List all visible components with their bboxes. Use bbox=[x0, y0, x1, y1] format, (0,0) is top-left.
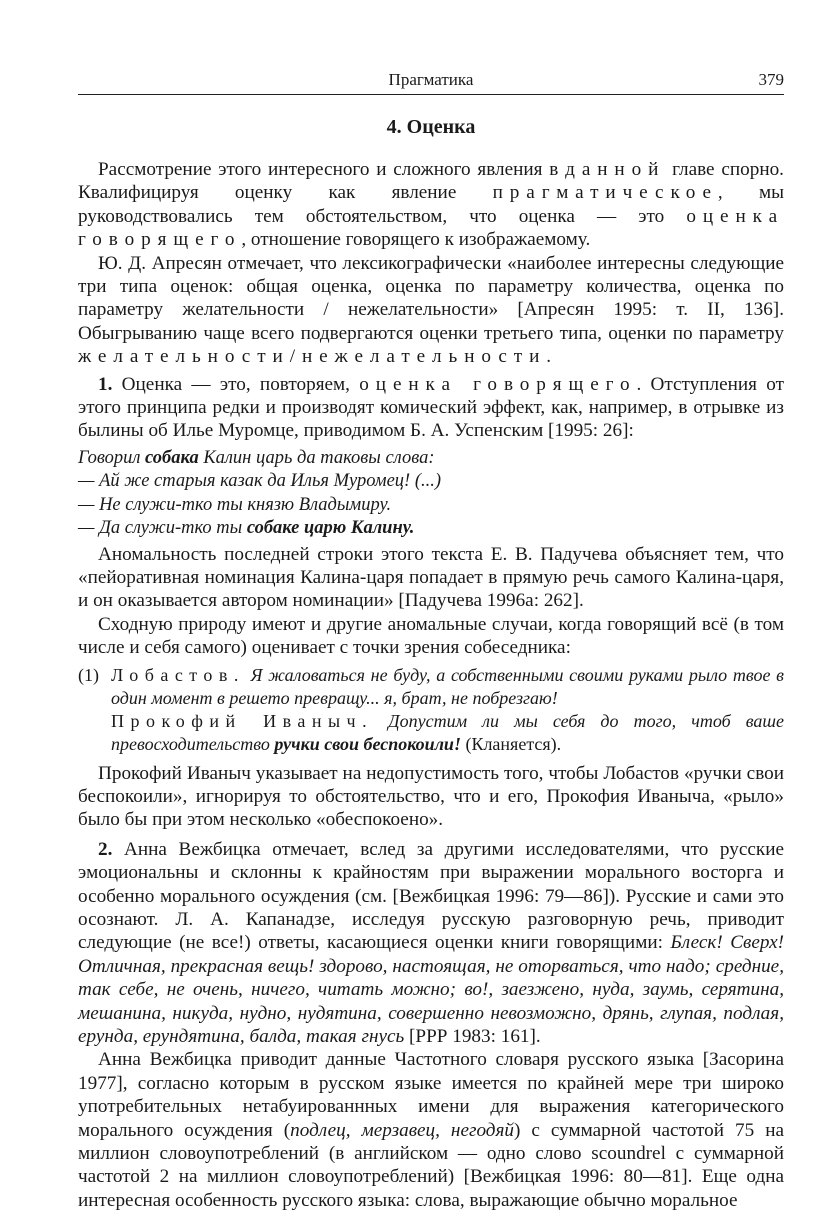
body-text bbox=[78, 158, 784, 1212]
section-title: 4. Оценка bbox=[386, 116, 476, 138]
speaker-name: Прокофий Иваныч. bbox=[111, 710, 374, 731]
italic-run: Блеск! Сверх! Отличная, прекрасная вещь! здорово, настоящая, не оторваться, что надо; средние, так себе, не очень, ничего, читать можно; во!, заезжено, нуда, заумь, серятина, мешанина, никуда, нудно, нудятина, совершенно невозможно, дрянь, глупая, подлая, ерунда, ерундятина, балда, такая гнусь bbox=[78, 932, 784, 1047]
paragraph-8 bbox=[78, 1048, 784, 1212]
page-number: 379 bbox=[758, 70, 784, 89]
text-run: Ю. Д. Апресян отмечает, что лексикографически «наиболее интересны следующие три типа оценок: общая оценка, оценка по параметру количества, оценка по параметру желательности / нежелательности» [Апресян 1995: т. II, 136]. Обыгрыванию чаще всего подвергаются оценки третьего типа, оценки по параметру bbox=[78, 252, 784, 344]
text-run: [РРР 1983: 161]. bbox=[404, 1026, 541, 1047]
text-run: Калин царь да таковы слова: bbox=[198, 447, 435, 468]
text-run: Оценка — это, повторяем, bbox=[112, 373, 360, 395]
item-number: 2. bbox=[98, 838, 113, 860]
spaced-term: желательности/нежелательности bbox=[78, 346, 547, 368]
text-run: Допустим ли мы себя до того, чтоб ваше превосходительство bbox=[111, 710, 784, 754]
spaced-term: данной bbox=[565, 159, 666, 180]
page-header bbox=[78, 70, 784, 92]
text-run: главе спорно. Квалифицируя оценку как явление bbox=[78, 159, 784, 204]
bold-run: собаке царю Калину. bbox=[246, 518, 415, 539]
text-run: — Да служи-тко ты bbox=[78, 518, 247, 539]
poem-line: — Не служи-тко ты князю Владымиру. bbox=[78, 494, 392, 515]
paragraph-6: Прокофий Иваныч указывает на недопустимость того, чтобы Лобастов «ручки свои беспокоили», игнорируя то обстоятельство, что и его, Прокофия Иваныча, «рыло» было бы при этом несколько «обеспокоено». bbox=[78, 762, 784, 831]
header-rule bbox=[78, 94, 784, 95]
spaced-term: оценка говорящего bbox=[78, 205, 784, 251]
text-run: Анна Вежбицка приводит данные Частотного словаря русского языка [Засорина 1977], согласно которым в русском языке имеется по крайней мере три широко употребительных нетабуированнных имени для выражения категорического морального осуждения ( bbox=[78, 1049, 784, 1141]
spaced-term: прагматическое bbox=[492, 182, 718, 204]
bold-run: ручки свои беспокоили! bbox=[274, 733, 461, 754]
paragraph-2 bbox=[78, 252, 784, 369]
speaker-name: Лобастов. bbox=[111, 664, 245, 685]
paragraph-5: Сходную природу имеют и другие аномальные случаи, когда говорящий всё (в том числе и себя самого) оценивает с точки зрения собеседника: bbox=[78, 613, 784, 659]
item-number: 1. bbox=[98, 373, 113, 395]
paragraph-3 bbox=[78, 373, 784, 443]
text-run: . bbox=[546, 346, 552, 368]
text-run: . Отступления от этого принципа редки и производят комический эффект, как, например, в отрывке из былины об Илье Муромце, приводимом Б. А. Успенским [1995: 26]: bbox=[78, 373, 784, 442]
text-run: Рассмотрение этого интересного и сложного явления в bbox=[98, 159, 566, 180]
text-run: Говорил bbox=[78, 447, 146, 468]
example-line-2 bbox=[111, 710, 784, 756]
paragraph-1 bbox=[78, 158, 784, 252]
text-run: ) с суммарной частотой 75 на миллион словоупотреблений (в английском — одно слово scoundrel с суммарной частотой 2 на миллион словоупотреблений) [Вежбицкая 1996: 80—81]. Еще одна интересная особенность русского языка: слова, выражающие обычно моральное bbox=[78, 1119, 784, 1211]
poem-quote bbox=[78, 447, 784, 541]
bold-run: собака bbox=[145, 447, 199, 468]
text-run: , мы руководствовались тем обстоятельством, что оценка — это bbox=[78, 182, 784, 227]
example-1 bbox=[78, 664, 784, 756]
text-run: Анна Вежбицка отмечает, вслед за другими исследователями, что русские эмоциональны и склонны к крайностям при выражении морального восторга и особенно морального осуждения (см. [Вежбицкая 1996: 79—86]). Русские и сами это осознают. Л. А. Капанадзе, исследуя русскую разговорную речь, приводит следующие (не все!) ответы, касающиеся оценки книги говорящими: bbox=[78, 838, 784, 954]
text-run: , отношение говорящего к изображаемому. bbox=[241, 229, 591, 251]
running-title: Прагматика bbox=[388, 70, 474, 89]
example-label: (1) bbox=[78, 664, 99, 685]
spaced-term: оценка говорящего bbox=[359, 373, 637, 395]
paragraph-7 bbox=[78, 838, 784, 1049]
example-line-1 bbox=[111, 664, 784, 710]
paragraph-4: Аномальность последней строки этого текста Е. В. Падучева объясняет тем, что «пейоративная номинация Калина-царя попадает в прямую речь самого Калина-царя, и он оказывается автором номинации» [Падучева 1996а: 262]. bbox=[78, 543, 784, 612]
text-run: Я жаловаться не буду, а собственными своими руками рыло твое в один момент в решето превращу... я, брат, не побрезгаю! bbox=[111, 664, 784, 708]
text-run: (Кланяется). bbox=[460, 733, 562, 754]
italic-run: подлец, мерзавец, негодяй bbox=[290, 1119, 515, 1141]
poem-line bbox=[78, 517, 784, 540]
poem-line: — Ай же старыя казак да Илья Муромец! (...) bbox=[78, 471, 442, 492]
poem-line bbox=[78, 447, 784, 470]
